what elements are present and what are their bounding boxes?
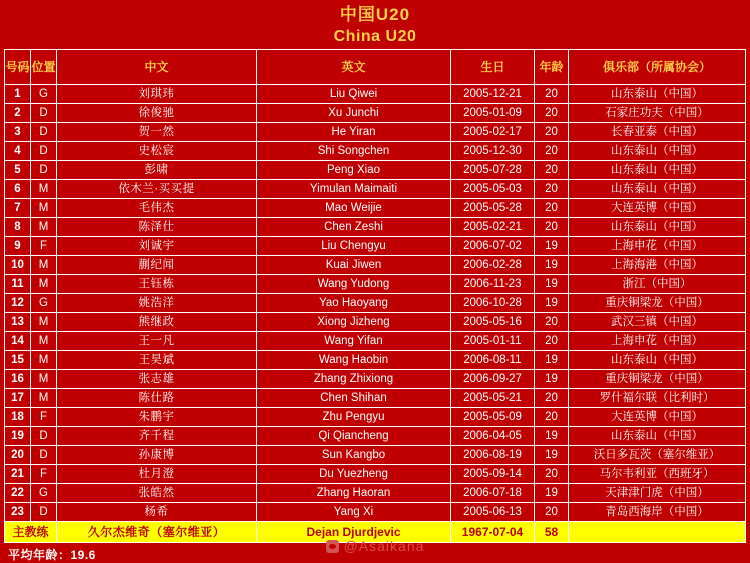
player-number: 10 [5,256,31,275]
player-position: D [31,123,57,142]
player-position: M [31,275,57,294]
player-number: 19 [5,427,31,446]
player-age: 20 [535,180,569,199]
player-name-cn: 熊继政 [57,313,257,332]
player-position: M [31,370,57,389]
table-row [5,503,746,522]
player-name-cn: 孙康博 [57,446,257,465]
player-age: 20 [535,389,569,408]
player-age: 20 [535,104,569,123]
player-club: 武汉三镇（中国） [569,313,746,332]
player-name-en: Wang Yifan [257,332,451,351]
player-name-cn: 王昊斌 [57,351,257,370]
player-name-cn: 王一凡 [57,332,257,351]
table-row [5,408,746,427]
player-name-en: Sun Kangbo [257,446,451,465]
player-club: 沃日多瓦茨（塞尔维亚） [569,446,746,465]
player-number: 16 [5,370,31,389]
player-name-en: Wang Yudong [257,275,451,294]
player-name-en: Peng Xiao [257,161,451,180]
player-club: 石家庄功夫（中国） [569,104,746,123]
player-age: 19 [535,427,569,446]
player-birthday: 2005-05-21 [451,389,535,408]
player-club: 天津津门虎（中国） [569,484,746,503]
player-number: 1 [5,85,31,104]
player-name-cn: 陈仕路 [57,389,257,408]
player-club: 山东泰山（中国） [569,85,746,104]
player-age: 20 [535,123,569,142]
player-name-cn: 史松宸 [57,142,257,161]
page-title-cn: 中国U20 [339,5,411,24]
player-position: M [31,389,57,408]
player-birthday: 2005-12-30 [451,142,535,161]
player-name-cn: 彭啸 [57,161,257,180]
player-name-en: Wang Haobin [257,351,451,370]
title-block [4,4,746,47]
player-name-cn: 杜月澄 [57,465,257,484]
player-club: 山东泰山（中国） [569,351,746,370]
player-position: M [31,180,57,199]
player-name-en: Chen Zeshi [257,218,451,237]
player-club: 长春亚泰（中国） [569,123,746,142]
player-birthday: 2006-10-28 [451,294,535,313]
table-row [5,199,746,218]
player-age: 19 [535,275,569,294]
player-position: F [31,237,57,256]
player-name-cn: 朱鹏宇 [57,408,257,427]
player-birthday: 2006-07-18 [451,484,535,503]
player-age: 20 [535,85,569,104]
player-club: 上海海港（中国） [569,256,746,275]
player-name-cn: 张志雄 [57,370,257,389]
table-row [5,332,746,351]
player-name-en: Shi Songchen [257,142,451,161]
player-name-cn: 毛伟杰 [57,199,257,218]
table-row [5,218,746,237]
player-number: 14 [5,332,31,351]
coach-age: 58 [535,522,569,543]
player-number: 9 [5,237,31,256]
player-position: G [31,484,57,503]
player-position: D [31,446,57,465]
player-number: 15 [5,351,31,370]
table-row [5,85,746,104]
player-position: M [31,351,57,370]
average-age-label: 平均年龄：19.6 [8,548,96,562]
table-header-row [5,50,746,85]
player-number: 12 [5,294,31,313]
player-name-cn: 齐千程 [57,427,257,446]
player-age: 20 [535,161,569,180]
player-birthday: 2005-12-21 [451,85,535,104]
player-age: 19 [535,370,569,389]
coach-birthday: 1967-07-04 [451,522,535,543]
player-number: 4 [5,142,31,161]
column-header-birthday: 生日 [451,50,535,85]
player-number: 13 [5,313,31,332]
player-name-en: Kuai Jiwen [257,256,451,275]
player-name-en: Zhu Pengyu [257,408,451,427]
player-birthday: 2005-07-28 [451,161,535,180]
player-age: 20 [535,465,569,484]
player-number: 18 [5,408,31,427]
table-row [5,275,746,294]
column-header-age: 年龄 [535,50,569,85]
player-age: 19 [535,237,569,256]
player-name-en: Xiong Jizheng [257,313,451,332]
player-birthday: 2005-05-16 [451,313,535,332]
watermark-text: @Asaikana [343,538,425,554]
table-row [5,370,746,389]
page-title-en: China U20 [333,28,417,45]
player-club: 山东泰山（中国） [569,180,746,199]
player-age: 20 [535,332,569,351]
player-age: 19 [535,294,569,313]
table-row [5,104,746,123]
table-row [5,465,746,484]
player-name-cn: 徐俊驰 [57,104,257,123]
player-name-cn: 陈泽仕 [57,218,257,237]
player-club: 山东泰山（中国） [569,142,746,161]
player-birthday: 2005-05-09 [451,408,535,427]
player-club: 上海申花（中国） [569,332,746,351]
player-club: 青岛西海岸（中国） [569,503,746,522]
player-birthday: 2005-02-17 [451,123,535,142]
player-name-cn: 姚浩洋 [57,294,257,313]
player-number: 17 [5,389,31,408]
player-name-cn: 刘琪玮 [57,85,257,104]
player-club: 大连英博（中国） [569,199,746,218]
player-age: 19 [535,484,569,503]
player-birthday: 2005-01-11 [451,332,535,351]
coach-name-en: Dejan Djurdjevic [257,522,451,543]
player-club: 重庆铜梁龙（中国） [569,294,746,313]
coach-label-cell: 主教练 [5,522,57,543]
player-name-en: Xu Junchi [257,104,451,123]
column-header-english: 英文 [257,50,451,85]
player-name-cn: 蒯纪闻 [57,256,257,275]
player-number: 6 [5,180,31,199]
player-age: 20 [535,199,569,218]
table-row [5,446,746,465]
column-header-number: 号码 [5,50,31,85]
player-name-cn: 刘诚宇 [57,237,257,256]
player-name-en: Liu Chengyu [257,237,451,256]
player-age: 20 [535,408,569,427]
player-name-en: Du Yuezheng [257,465,451,484]
player-number: 2 [5,104,31,123]
table-row [5,351,746,370]
player-number: 21 [5,465,31,484]
player-number: 23 [5,503,31,522]
player-number: 8 [5,218,31,237]
player-name-en: Zhang Zhixiong [257,370,451,389]
player-age: 19 [535,446,569,465]
player-number: 22 [5,484,31,503]
table-row [5,123,746,142]
player-position: F [31,465,57,484]
coach-name-cn: 久尔杰维奇（塞尔维亚） [57,522,257,543]
player-position: M [31,218,57,237]
player-club: 浙江（中国） [569,275,746,294]
player-name-en: Zhang Haoran [257,484,451,503]
player-name-en: Mao Weijie [257,199,451,218]
player-club: 重庆铜梁龙（中国） [569,370,746,389]
player-name-en: Yao Haoyang [257,294,451,313]
player-name-en: Liu Qiwei [257,85,451,104]
player-position: G [31,85,57,104]
player-club: 上海申花（中国） [569,237,746,256]
player-age: 19 [535,256,569,275]
player-name-en: Yimulan Maimaiti [257,180,451,199]
player-number: 11 [5,275,31,294]
player-number: 7 [5,199,31,218]
table-row [5,142,746,161]
column-header-position: 位置 [31,50,57,85]
player-number: 5 [5,161,31,180]
player-age: 20 [535,313,569,332]
player-position: F [31,408,57,427]
player-name-cn: 张皓然 [57,484,257,503]
player-birthday: 2005-09-14 [451,465,535,484]
player-name-cn: 杨希 [57,503,257,522]
player-name-en: Qi Qiancheng [257,427,451,446]
table-row [5,294,746,313]
table-row [5,256,746,275]
player-club: 罗什福尔联（比利时） [569,389,746,408]
player-number: 3 [5,123,31,142]
player-position: M [31,256,57,275]
player-age: 20 [535,218,569,237]
player-age: 20 [535,503,569,522]
player-name-cn: 依木兰·买买提 [57,180,257,199]
table-row [5,237,746,256]
player-position: D [31,503,57,522]
player-birthday: 2005-01-09 [451,104,535,123]
roster-table [4,49,746,543]
column-header-chinese: 中文 [57,50,257,85]
player-number: 20 [5,446,31,465]
player-name-cn: 贺一然 [57,123,257,142]
player-position: D [31,161,57,180]
player-club: 山东泰山（中国） [569,161,746,180]
player-name-en: Yang Xi [257,503,451,522]
player-birthday: 2005-05-03 [451,180,535,199]
player-position: D [31,104,57,123]
player-position: M [31,199,57,218]
player-name-en: Chen Shihan [257,389,451,408]
weibo-icon [326,540,339,553]
player-birthday: 2006-08-11 [451,351,535,370]
player-birthday: 2006-11-23 [451,275,535,294]
table-row [5,313,746,332]
table-row [5,427,746,446]
player-birthday: 2006-04-05 [451,427,535,446]
player-birthday: 2005-06-13 [451,503,535,522]
table-row [5,484,746,503]
player-age: 19 [535,351,569,370]
player-birthday: 2006-08-19 [451,446,535,465]
table-row [5,180,746,199]
player-birthday: 2006-07-02 [451,237,535,256]
player-birthday: 2006-09-27 [451,370,535,389]
player-club: 山东泰山（中国） [569,427,746,446]
player-position: M [31,332,57,351]
player-age: 20 [535,142,569,161]
player-club: 马尔韦利亚（西班牙） [569,465,746,484]
player-position: G [31,294,57,313]
table-row [5,389,746,408]
player-club: 山东泰山（中国） [569,218,746,237]
player-position: D [31,427,57,446]
watermark [0,538,750,554]
player-name-en: He Yiran [257,123,451,142]
player-position: D [31,142,57,161]
player-name-cn: 王钰栋 [57,275,257,294]
player-birthday: 2006-02-28 [451,256,535,275]
column-header-club: 俱乐部（所属协会） [569,50,746,85]
player-club: 大连英博（中国） [569,408,746,427]
player-birthday: 2005-05-28 [451,199,535,218]
player-position: M [31,313,57,332]
table-row [5,161,746,180]
player-birthday: 2005-02-21 [451,218,535,237]
